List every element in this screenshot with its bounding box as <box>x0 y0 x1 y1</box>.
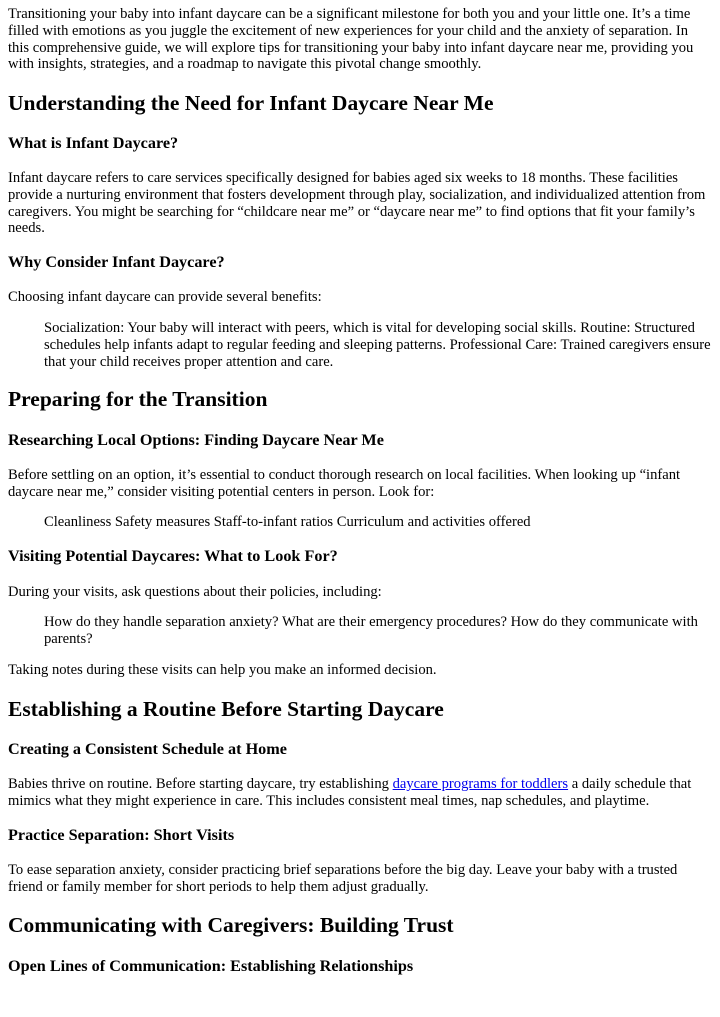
heading-communicating-caregivers: Communicating with Caregivers: Building Trust <box>8 913 454 937</box>
heading-why-consider: Why Consider Infant Daycare? <box>8 253 225 271</box>
intro-paragraph: Transitioning your baby into infant daycare can be a significant milestone for both you and your little one. It’s a time filled with emotions as you juggle the excitement of new experiences for your child and the anxiety of separation. In this comprehensive guide, we will explore tips for transitioning your baby into infant daycare near me, providing you with insights, strategies, and a roadmap to navigate this pivotal change smoothly. <box>8 6 694 73</box>
blockquote-look-for: Cleanliness Safety measures Staff-to-infant ratios Curriculum and activities offered <box>44 514 531 530</box>
heading-visiting-daycares: Visiting Potential Daycares: What to Look For? <box>8 547 338 565</box>
paragraph-consistent-schedule <box>8 776 712 810</box>
heading-open-lines-communication: Open Lines of Communication: Establishing Relationships <box>8 957 414 975</box>
heading-practice-separation: Practice Separation: Short Visits <box>8 826 235 844</box>
heading-establishing-routine: Establishing a Routine Before Starting Daycare <box>8 697 444 721</box>
paragraph-researching-local-options: Before settling on an option, it’s essential to conduct thorough research on local facilities. When looking up “infant daycare near me,” consider visiting potential centers in person. Look for: <box>8 467 681 500</box>
blockquote-questions: How do they handle separation anxiety? What are their emergency procedures? How do they communicate with parents? <box>44 614 698 647</box>
blockquote-benefits: Socialization: Your baby will interact with peers, which is vital for developing social skills. Routine: Structured schedules help infants adapt to regular feeding and sleeping patterns. Professional Care: Trained caregivers ensure that your child receives proper attention and care. <box>44 320 711 370</box>
heading-preparing-transition: Preparing for the Transition <box>8 387 268 411</box>
schedule-text-before: Babies thrive on routine. Before starting daycare, try establishing <box>8 776 393 792</box>
paragraph-what-is-infant-daycare: Infant daycare refers to care services specifically designed for babies aged six weeks to 18 months. These facilities provide a nurturing environment that fosters development through play, socialization, and individualized attention from caregivers. You might be searching for “childcare near me” or “daycare near me” to find options that fit your family’s needs. <box>8 170 706 237</box>
link-daycare-programs-for-toddlers[interactable]: daycare programs for toddlers <box>392 776 569 792</box>
heading-what-is-infant-daycare: What is Infant Daycare? <box>8 134 179 152</box>
paragraph-visiting-daycares: During your visits, ask questions about their policies, including: <box>8 584 382 600</box>
paragraph-why-consider: Choosing infant daycare can provide several benefits: <box>8 289 322 305</box>
heading-consistent-schedule: Creating a Consistent Schedule at Home <box>8 740 287 758</box>
heading-researching-local-options: Researching Local Options: Finding Daycare Near Me <box>8 431 384 449</box>
heading-understanding-need: Understanding the Need for Infant Daycare Near Me <box>8 91 494 115</box>
paragraph-practice-separation: To ease separation anxiety, consider practicing brief separations before the big day. Leave your baby with a trusted friend or family member for short periods to help them adjust gradually. <box>8 862 678 895</box>
paragraph-taking-notes: Taking notes during these visits can help you make an informed decision. <box>8 662 437 678</box>
schedule-text-after: a daily schedule that mimics what they might experience in care. This includes consistent meal times, nap schedules, and playtime. <box>8 776 692 809</box>
